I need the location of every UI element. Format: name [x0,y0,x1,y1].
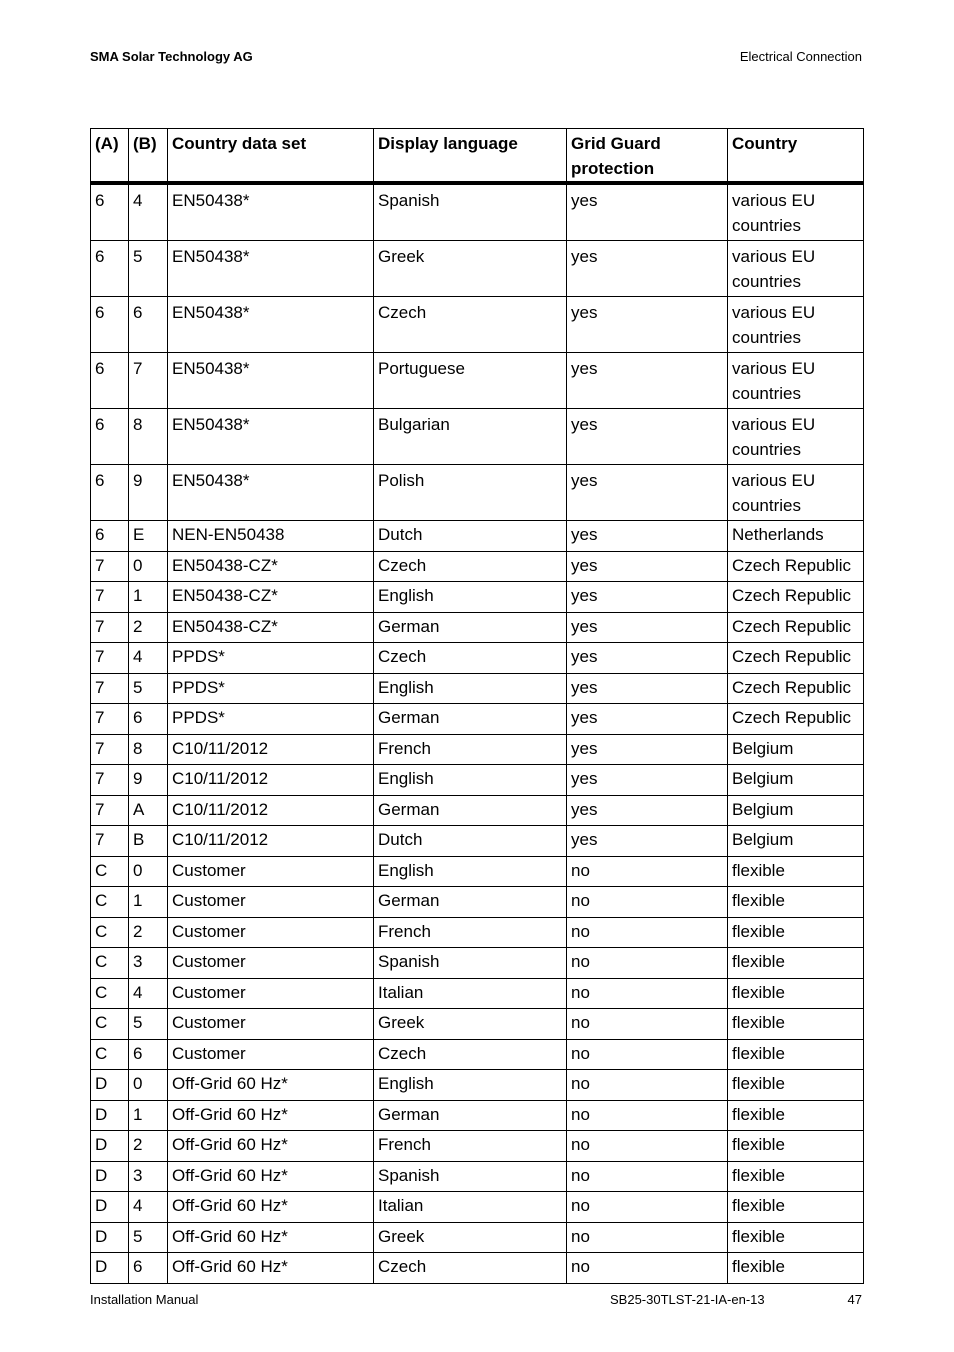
table-row [91,673,864,704]
cell-a: D [91,1222,129,1253]
cell-country-data-set: Off-Grid 60 Hz* [168,1192,374,1223]
table-row [91,1253,864,1284]
cell-grid-guard: yes [567,734,728,765]
cell-country-data-set: Customer [168,1009,374,1040]
cell-a: 7 [91,734,129,765]
cell-country: Czech Republic [728,612,864,643]
cell-a: 7 [91,765,129,796]
cell-a: D [91,1161,129,1192]
cell-b: 4 [129,1192,168,1223]
cell-country-data-set: EN50438-CZ* [168,612,374,643]
cell-country: Czech Republic [728,582,864,613]
cell-country: flexible [728,917,864,948]
cell-display-language: Greek [374,241,567,297]
cell-grid-guard: yes [567,643,728,674]
cell-b: 0 [129,856,168,887]
cell-a: C [91,917,129,948]
cell-grid-guard: no [567,1253,728,1284]
cell-b: 4 [129,978,168,1009]
cell-country-data-set: PPDS* [168,673,374,704]
cell-country-data-set: PPDS* [168,643,374,674]
cell-a: C [91,948,129,979]
cell-country: Belgium [728,765,864,796]
cell-a: C [91,1009,129,1040]
cell-grid-guard: yes [567,795,728,826]
table-row [91,856,864,887]
cell-country-data-set: Customer [168,1039,374,1070]
table-row [91,521,864,552]
column-header-a: (A) [91,129,129,184]
cell-display-language: German [374,795,567,826]
cell-country: flexible [728,1100,864,1131]
cell-country: Belgium [728,826,864,857]
cell-country-data-set: Off-Grid 60 Hz* [168,1070,374,1101]
table-row [91,409,864,465]
table-row [91,765,864,796]
cell-grid-guard: yes [567,297,728,353]
header-company: SMA Solar Technology AG [90,49,253,64]
cell-country: flexible [728,1222,864,1253]
cell-grid-guard: no [567,1161,728,1192]
cell-country: flexible [728,1161,864,1192]
cell-country: various EU countries [728,241,864,297]
cell-country: Czech Republic [728,551,864,582]
cell-grid-guard: no [567,917,728,948]
cell-grid-guard: yes [567,183,728,241]
cell-b: 8 [129,734,168,765]
table-row [91,1009,864,1040]
cell-country: various EU countries [728,409,864,465]
table-row [91,1131,864,1162]
cell-grid-guard: yes [567,612,728,643]
cell-b: E [129,521,168,552]
table-row [91,643,864,674]
column-header-grid-guard: Grid Guard protection [567,129,728,184]
cell-display-language: Spanish [374,1161,567,1192]
cell-a: 6 [91,521,129,552]
column-header-display-language: Display language [374,129,567,184]
cell-a: C [91,887,129,918]
cell-country: Belgium [728,795,864,826]
cell-country: flexible [728,1192,864,1223]
cell-country: flexible [728,978,864,1009]
column-header-b: (B) [129,129,168,184]
cell-country-data-set: EN50438-CZ* [168,551,374,582]
cell-grid-guard: no [567,887,728,918]
cell-country: flexible [728,1009,864,1040]
cell-b: 2 [129,612,168,643]
cell-grid-guard: yes [567,673,728,704]
cell-display-language: Czech [374,1253,567,1284]
table-row [91,1039,864,1070]
cell-country-data-set: Customer [168,887,374,918]
cell-grid-guard: no [567,1222,728,1253]
cell-country-data-set: NEN-EN50438 [168,521,374,552]
cell-b: 1 [129,1100,168,1131]
cell-b: 1 [129,887,168,918]
cell-a: C [91,856,129,887]
cell-a: D [91,1131,129,1162]
cell-country: Czech Republic [728,643,864,674]
cell-country: various EU countries [728,297,864,353]
cell-display-language: English [374,856,567,887]
cell-country-data-set: C10/11/2012 [168,826,374,857]
cell-b: 6 [129,1253,168,1284]
cell-b: 0 [129,1070,168,1101]
footer-manual: Installation Manual [90,1292,199,1307]
cell-display-language: Dutch [374,826,567,857]
cell-a: C [91,978,129,1009]
cell-grid-guard: yes [567,409,728,465]
column-header-country-data-set: Country data set [168,129,374,184]
cell-b: 2 [129,917,168,948]
page-number: 47 [847,1292,862,1307]
cell-b: 5 [129,1222,168,1253]
cell-a: 7 [91,704,129,735]
cell-b: 0 [129,551,168,582]
cell-a: D [91,1100,129,1131]
country-data-table [90,128,864,1284]
cell-country-data-set: Customer [168,978,374,1009]
cell-b: 2 [129,1131,168,1162]
cell-country: various EU countries [728,183,864,241]
cell-b: 4 [129,643,168,674]
cell-display-language: English [374,1070,567,1101]
cell-a: D [91,1070,129,1101]
cell-a: D [91,1253,129,1284]
cell-display-language: German [374,887,567,918]
cell-display-language: Czech [374,551,567,582]
cell-a: 7 [91,612,129,643]
table-row [91,1161,864,1192]
cell-country: flexible [728,948,864,979]
cell-display-language: French [374,1131,567,1162]
table-row [91,917,864,948]
cell-country-data-set: C10/11/2012 [168,734,374,765]
table-row [91,465,864,521]
cell-b: 8 [129,409,168,465]
cell-country-data-set: Off-Grid 60 Hz* [168,1222,374,1253]
cell-grid-guard: no [567,1100,728,1131]
cell-display-language: Spanish [374,948,567,979]
cell-b: 4 [129,183,168,241]
cell-country-data-set: EN50438* [168,465,374,521]
table-row [91,297,864,353]
cell-grid-guard: no [567,978,728,1009]
cell-a: 7 [91,551,129,582]
cell-country-data-set: EN50438* [168,183,374,241]
cell-b: 7 [129,353,168,409]
column-header-country: Country [728,129,864,184]
footer-doc-id: SB25-30TLST-21-IA-en-13 [610,1292,765,1307]
cell-grid-guard: no [567,948,728,979]
cell-b: 5 [129,1009,168,1040]
cell-country: flexible [728,1039,864,1070]
table-row [91,582,864,613]
cell-country: flexible [728,887,864,918]
cell-country: flexible [728,1131,864,1162]
cell-display-language: French [374,917,567,948]
table-row [91,948,864,979]
cell-country: various EU countries [728,465,864,521]
table-row [91,826,864,857]
table-row [91,795,864,826]
cell-country: Netherlands [728,521,864,552]
cell-b: 9 [129,765,168,796]
cell-country-data-set: Customer [168,917,374,948]
table-row [91,353,864,409]
cell-display-language: Czech [374,643,567,674]
cell-country-data-set: Off-Grid 60 Hz* [168,1253,374,1284]
cell-grid-guard: yes [567,241,728,297]
table-row [91,887,864,918]
cell-display-language: Italian [374,1192,567,1223]
cell-country-data-set: C10/11/2012 [168,795,374,826]
cell-a: 7 [91,826,129,857]
cell-a: 6 [91,297,129,353]
table-body [91,183,864,1283]
cell-country-data-set: Customer [168,948,374,979]
cell-b: 3 [129,948,168,979]
table-row [91,734,864,765]
cell-display-language: Italian [374,978,567,1009]
cell-a: 7 [91,673,129,704]
cell-country: Czech Republic [728,673,864,704]
cell-display-language: English [374,582,567,613]
cell-display-language: English [374,765,567,796]
cell-display-language: French [374,734,567,765]
cell-b: B [129,826,168,857]
cell-country-data-set: C10/11/2012 [168,765,374,796]
cell-display-language: Spanish [374,183,567,241]
table-header-row [91,129,864,184]
cell-country-data-set: Customer [168,856,374,887]
cell-display-language: Dutch [374,521,567,552]
cell-b: 6 [129,1039,168,1070]
cell-b: 5 [129,241,168,297]
cell-grid-guard: no [567,1039,728,1070]
cell-grid-guard: no [567,856,728,887]
cell-display-language: Portuguese [374,353,567,409]
table-row [91,1100,864,1131]
cell-grid-guard: yes [567,704,728,735]
cell-country-data-set: EN50438-CZ* [168,582,374,613]
cell-country: Belgium [728,734,864,765]
cell-a: 7 [91,643,129,674]
cell-b: 3 [129,1161,168,1192]
cell-grid-guard: yes [567,521,728,552]
cell-display-language: Greek [374,1222,567,1253]
table-row [91,978,864,1009]
cell-country-data-set: Off-Grid 60 Hz* [168,1100,374,1131]
cell-country-data-set: EN50438* [168,241,374,297]
cell-a: 6 [91,241,129,297]
cell-grid-guard: yes [567,551,728,582]
cell-grid-guard: yes [567,765,728,796]
cell-grid-guard: no [567,1009,728,1040]
cell-grid-guard: yes [567,465,728,521]
cell-display-language: German [374,612,567,643]
cell-b: 6 [129,297,168,353]
cell-country-data-set: EN50438* [168,409,374,465]
table-row [91,241,864,297]
header-section: Electrical Connection [739,49,862,64]
cell-display-language: English [374,673,567,704]
cell-country: Czech Republic [728,704,864,735]
cell-grid-guard: no [567,1070,728,1101]
cell-country-data-set: PPDS* [168,704,374,735]
cell-a: D [91,1192,129,1223]
cell-b: 5 [129,673,168,704]
cell-a: 7 [91,582,129,613]
cell-display-language: Greek [374,1009,567,1040]
cell-country-data-set: Off-Grid 60 Hz* [168,1161,374,1192]
cell-display-language: Czech [374,1039,567,1070]
table-row [91,183,864,241]
table-row [91,551,864,582]
cell-display-language: German [374,1100,567,1131]
cell-country: flexible [728,856,864,887]
table-row [91,1070,864,1101]
cell-grid-guard: no [567,1131,728,1162]
cell-grid-guard: yes [567,353,728,409]
cell-display-language: German [374,704,567,735]
cell-a: 6 [91,183,129,241]
cell-display-language: Czech [374,297,567,353]
cell-country: various EU countries [728,353,864,409]
cell-b: 9 [129,465,168,521]
table-row [91,612,864,643]
cell-country: flexible [728,1253,864,1284]
cell-country-data-set: EN50438* [168,353,374,409]
cell-display-language: Bulgarian [374,409,567,465]
cell-a: 7 [91,795,129,826]
cell-a: 6 [91,409,129,465]
cell-grid-guard: no [567,1192,728,1223]
cell-display-language: Polish [374,465,567,521]
cell-grid-guard: yes [567,826,728,857]
cell-b: 1 [129,582,168,613]
cell-country-data-set: EN50438* [168,297,374,353]
cell-a: C [91,1039,129,1070]
cell-b: A [129,795,168,826]
table-row [91,704,864,735]
cell-country-data-set: Off-Grid 60 Hz* [168,1131,374,1162]
table-row [91,1222,864,1253]
table-row [91,1192,864,1223]
cell-a: 6 [91,353,129,409]
cell-a: 6 [91,465,129,521]
cell-country: flexible [728,1070,864,1101]
cell-grid-guard: yes [567,582,728,613]
cell-b: 6 [129,704,168,735]
